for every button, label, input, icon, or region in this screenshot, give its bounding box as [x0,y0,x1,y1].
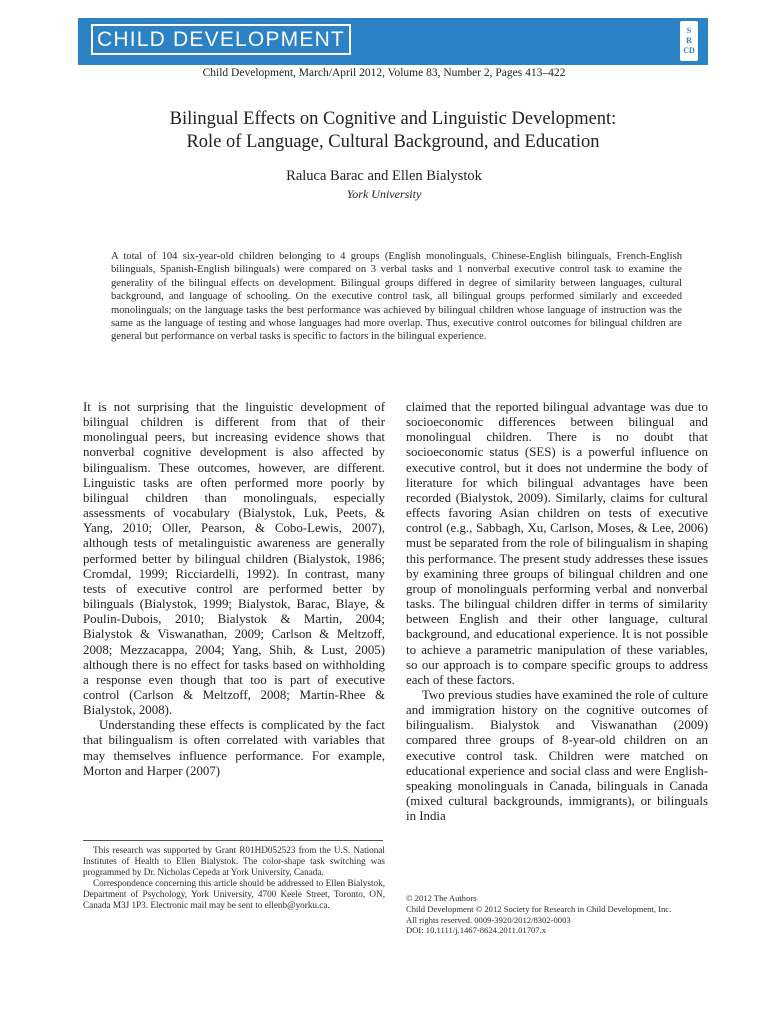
copyright-block [406,893,716,936]
body-paragraph: claimed that the reported bilingual advantage was due to socioeconomic differences between bilingual and monolingual children. There is no doubt that socioeconomic status (SES) is a powerful influence on executive control, but it does not undermine the body of literature for which bilingual advantages have been recorded (Bialystok, 2009). Similarly, claims for cultural effects favoring Asian children on tests of executive control (e.g., Sabbagh, Xu, Carlson, Moses, & Lee, 2006) must be separated from the role of bilingualism in shaping this performance. The present study addresses these issues by examining three groups of bilingual children and one group of monolinguals performing verbal and nonverbal tasks. The bilingual children differ in terms of similarity between English and their other language, cultural background, and educational experience. It is not possible to achieve a parametric manipulation of these variables, so our approach is to compare specific groups to address each of these factors. [406,400,708,687]
funding-note: This research was supported by Grant R01HD052523 from the U.S. National Institutes of Health to Ellen Bialystok. The color-shape task switching was programmed by Dr. Nicholas Cepeda at York University, Canada. [83,845,385,877]
title-line-2: Role of Language, Cultural Background, and Education [186,132,600,152]
affiliation: York University [346,187,422,201]
authors: Raluca Barac and Ellen Bialystok [286,168,482,184]
journal-name: CHILD DEVELOPMENT [91,24,351,55]
copyright-line: Child Development © 2012 Society for Research in Child Development, Inc. [406,903,672,914]
footnotes [83,845,385,911]
doi: DOI: 10.1111/j.1467-8624.2011.01707.x [406,925,547,936]
body-paragraph: It is not surprising that the linguistic development of bilingual children is different from that of their monolingual peers, but increasing evidence shows that nonverbal cognitive development is also affected by bilingualism. These outcomes, however, are different. Linguistic tasks are often performed more poorly by bilingual children than monolinguals, especially assessments of vocabulary (Bialystok, Luk, Peets, & Yang, 2010; Oller, Pearson, & Cobo-Lewis, 2007), although tests of metalinguistic awareness are generally performed better by bilingual children (Bialystok, 1986; Cromdal, 1999; Ricciardelli, 1992). In contrast, many tests of executive control are performed better by bilinguals (Bialystok, 1999; Bialystok, Barac, Blaye, & Poulin-Dubois, 2010; Bialystok & Martin, 2004; Bialystok & Viswanathan, 2009; Carlson & Meltzoff, 2008; Mezzacappa, 2004; Yang, Shih, & Lust, 2005) although there is no effect for tasks based on withholding a response even though that too is part of executive control (Carlson & Meltzoff, 2008; Martin-Rhee & Bialystok, 2008). [83,400,385,718]
journal-banner [78,18,708,65]
correspondence-note: Correspondence concerning this article should be addressed to Ellen Bialystok, Department of Psychology, York University, 4700 Keele Street, Toronto, ON, Canada M3J 1P3. Electronic mail may be sent to ellenb@yorku.ca. [83,878,385,910]
copyright-line: © 2012 The Authors [406,893,477,903]
footnote-divider [83,840,383,841]
journal-citation: Child Development, March/April 2012, Volume 83, Number 2, Pages 413–422 [202,67,566,79]
article-title [78,108,708,154]
body-paragraph: Understanding these effects is complicated by the fact that bilingualism is often correlated with variables that may themselves influence performance. For example, Morton and Harper (2007) [83,718,385,778]
srcd-logo: S R CD [680,21,698,61]
abstract: A total of 104 six-year-old children belonging to 4 groups (English monolinguals, Chinese-English bilinguals, French-English bilinguals, Spanish-English bilinguals) were compared on 3 verbal tasks and 1 nonverbal executive control task to examine the generality of the bilingual effects on development. Bilingual groups differed in degree of similarity between languages, cultural background, and language of schooling. On the executive control task, all bilingual groups performed similarly and exceeded monolinguals; on the language tasks the best performance was achieved by bilingual children whose language of instruction was the same as the language of testing and whose languages had more overlap. Thus, executive control outcomes for bilingual children are general but performance on verbal tasks is specific to factors in the bilingual experience. [111,251,682,343]
left-column [83,400,385,779]
right-column [406,400,708,824]
copyright-line: All rights reserved. 0009-3920/2012/8302-0003 [406,914,571,925]
title-line-1: Bilingual Effects on Cognitive and Linguistic Development: [169,109,617,129]
body-paragraph: Two previous studies have examined the role of culture and immigration history on the cognitive outcomes of bilingualism. Bialystok and Viswanathan (2009) compared three groups of 8-year-old children on an executive control task. Children were matched on educational experience and social class and were English-speaking monolinguals in Canada, bilinguals in Canada (mixed cultural backgrounds, immigrants), or bilinguals in India [406,687,708,824]
